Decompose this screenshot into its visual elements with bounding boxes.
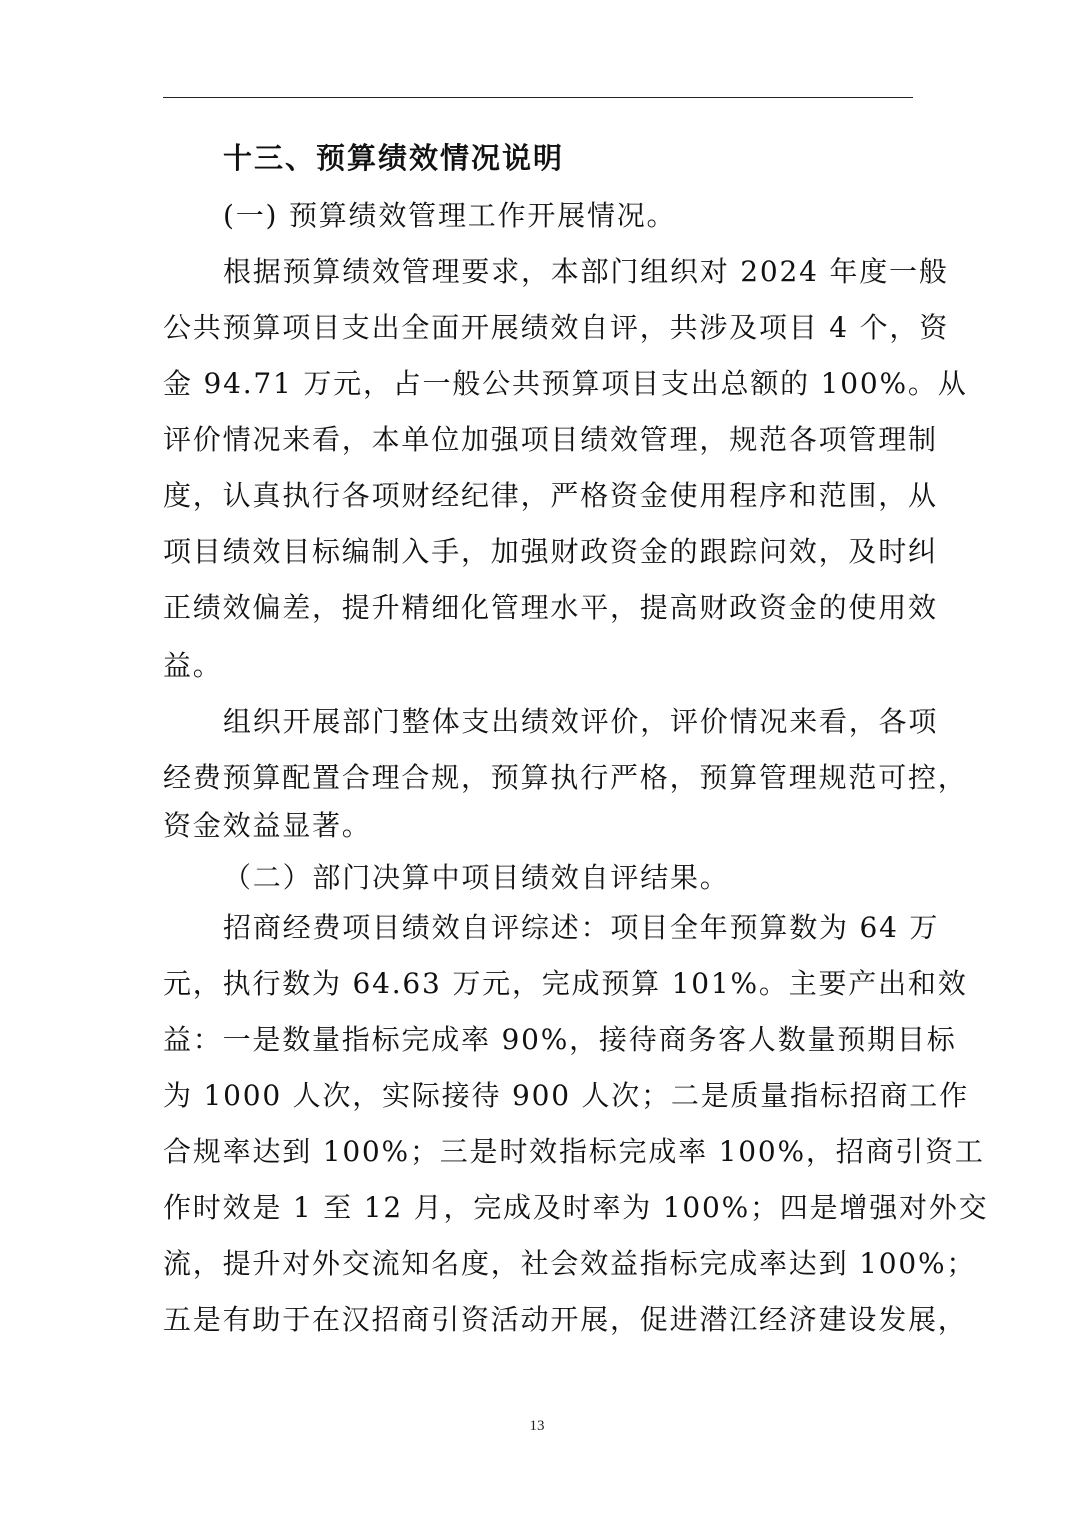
paragraph-line: 益：一是数量指标完成率 90%，接待商务客人数量预期目标 (163, 1023, 957, 1056)
page-number: 13 (529, 1418, 545, 1434)
subheading-budget-management: (一) 预算绩效管理工作开展情况。 (223, 199, 677, 232)
paragraph-line: 作时效是 1 至 12 月，完成及时率为 100%；四是增强对外交 (163, 1191, 989, 1224)
paragraph-line: 合规率达到 100%；三是时效指标完成率 100%，招商引资工 (163, 1135, 985, 1168)
paragraph-line: 正绩效偏差，提升精细化管理水平，提高财政资金的使用效 (163, 591, 938, 624)
paragraph-line: 组织开展部门整体支出绩效评价，评价情况来看，各项 (223, 705, 939, 738)
paragraph-line: 元，执行数为 64.63 万元，完成预算 101%。主要产出和效 (163, 967, 968, 1000)
paragraph-line: 流，提升对外交流知名度，社会效益指标完成率达到 100%； (163, 1247, 977, 1280)
header-rule (163, 97, 913, 98)
paragraph-line: 五是有助于在汉招商引资活动开展，促进潜江经济建设发展， (163, 1303, 968, 1336)
subheading-project-results: （二）部门决算中项目绩效自评结果。 (223, 861, 730, 894)
paragraph-line: 度，认真执行各项财经纪律，严格资金使用程序和范围，从 (163, 479, 938, 512)
section-heading: 十三、预算绩效情况说明 (223, 141, 565, 175)
paragraph-line: 经费预算配置合理合规，预算执行严格，预算管理规范可控， (163, 761, 968, 794)
paragraph-line: 根据预算绩效管理要求，本部门组织对 2024 年度一般 (223, 255, 949, 288)
paragraph-line: 益。 (163, 649, 223, 682)
paragraph-line: 评价情况来看，本单位加强项目绩效管理，规范各项管理制 (163, 423, 938, 456)
paragraph-line: 项目绩效目标编制入手，加强财政资金的跟踪问效，及时纠 (163, 535, 938, 568)
paragraph-line: 为 1000 人次，实际接待 900 人次；二是质量指标招商工作 (163, 1079, 969, 1112)
paragraph-line: 公共预算项目支出全面开展绩效自评，共涉及项目 4 个，资 (163, 311, 950, 344)
paragraph-line: 招商经费项目绩效自评综述：项目全年预算数为 64 万 (223, 911, 940, 944)
paragraph-line: 资金效益显著。 (163, 809, 372, 842)
paragraph-line: 金 94.71 万元，占一般公共预算项目支出总额的 100%。从 (163, 367, 968, 400)
